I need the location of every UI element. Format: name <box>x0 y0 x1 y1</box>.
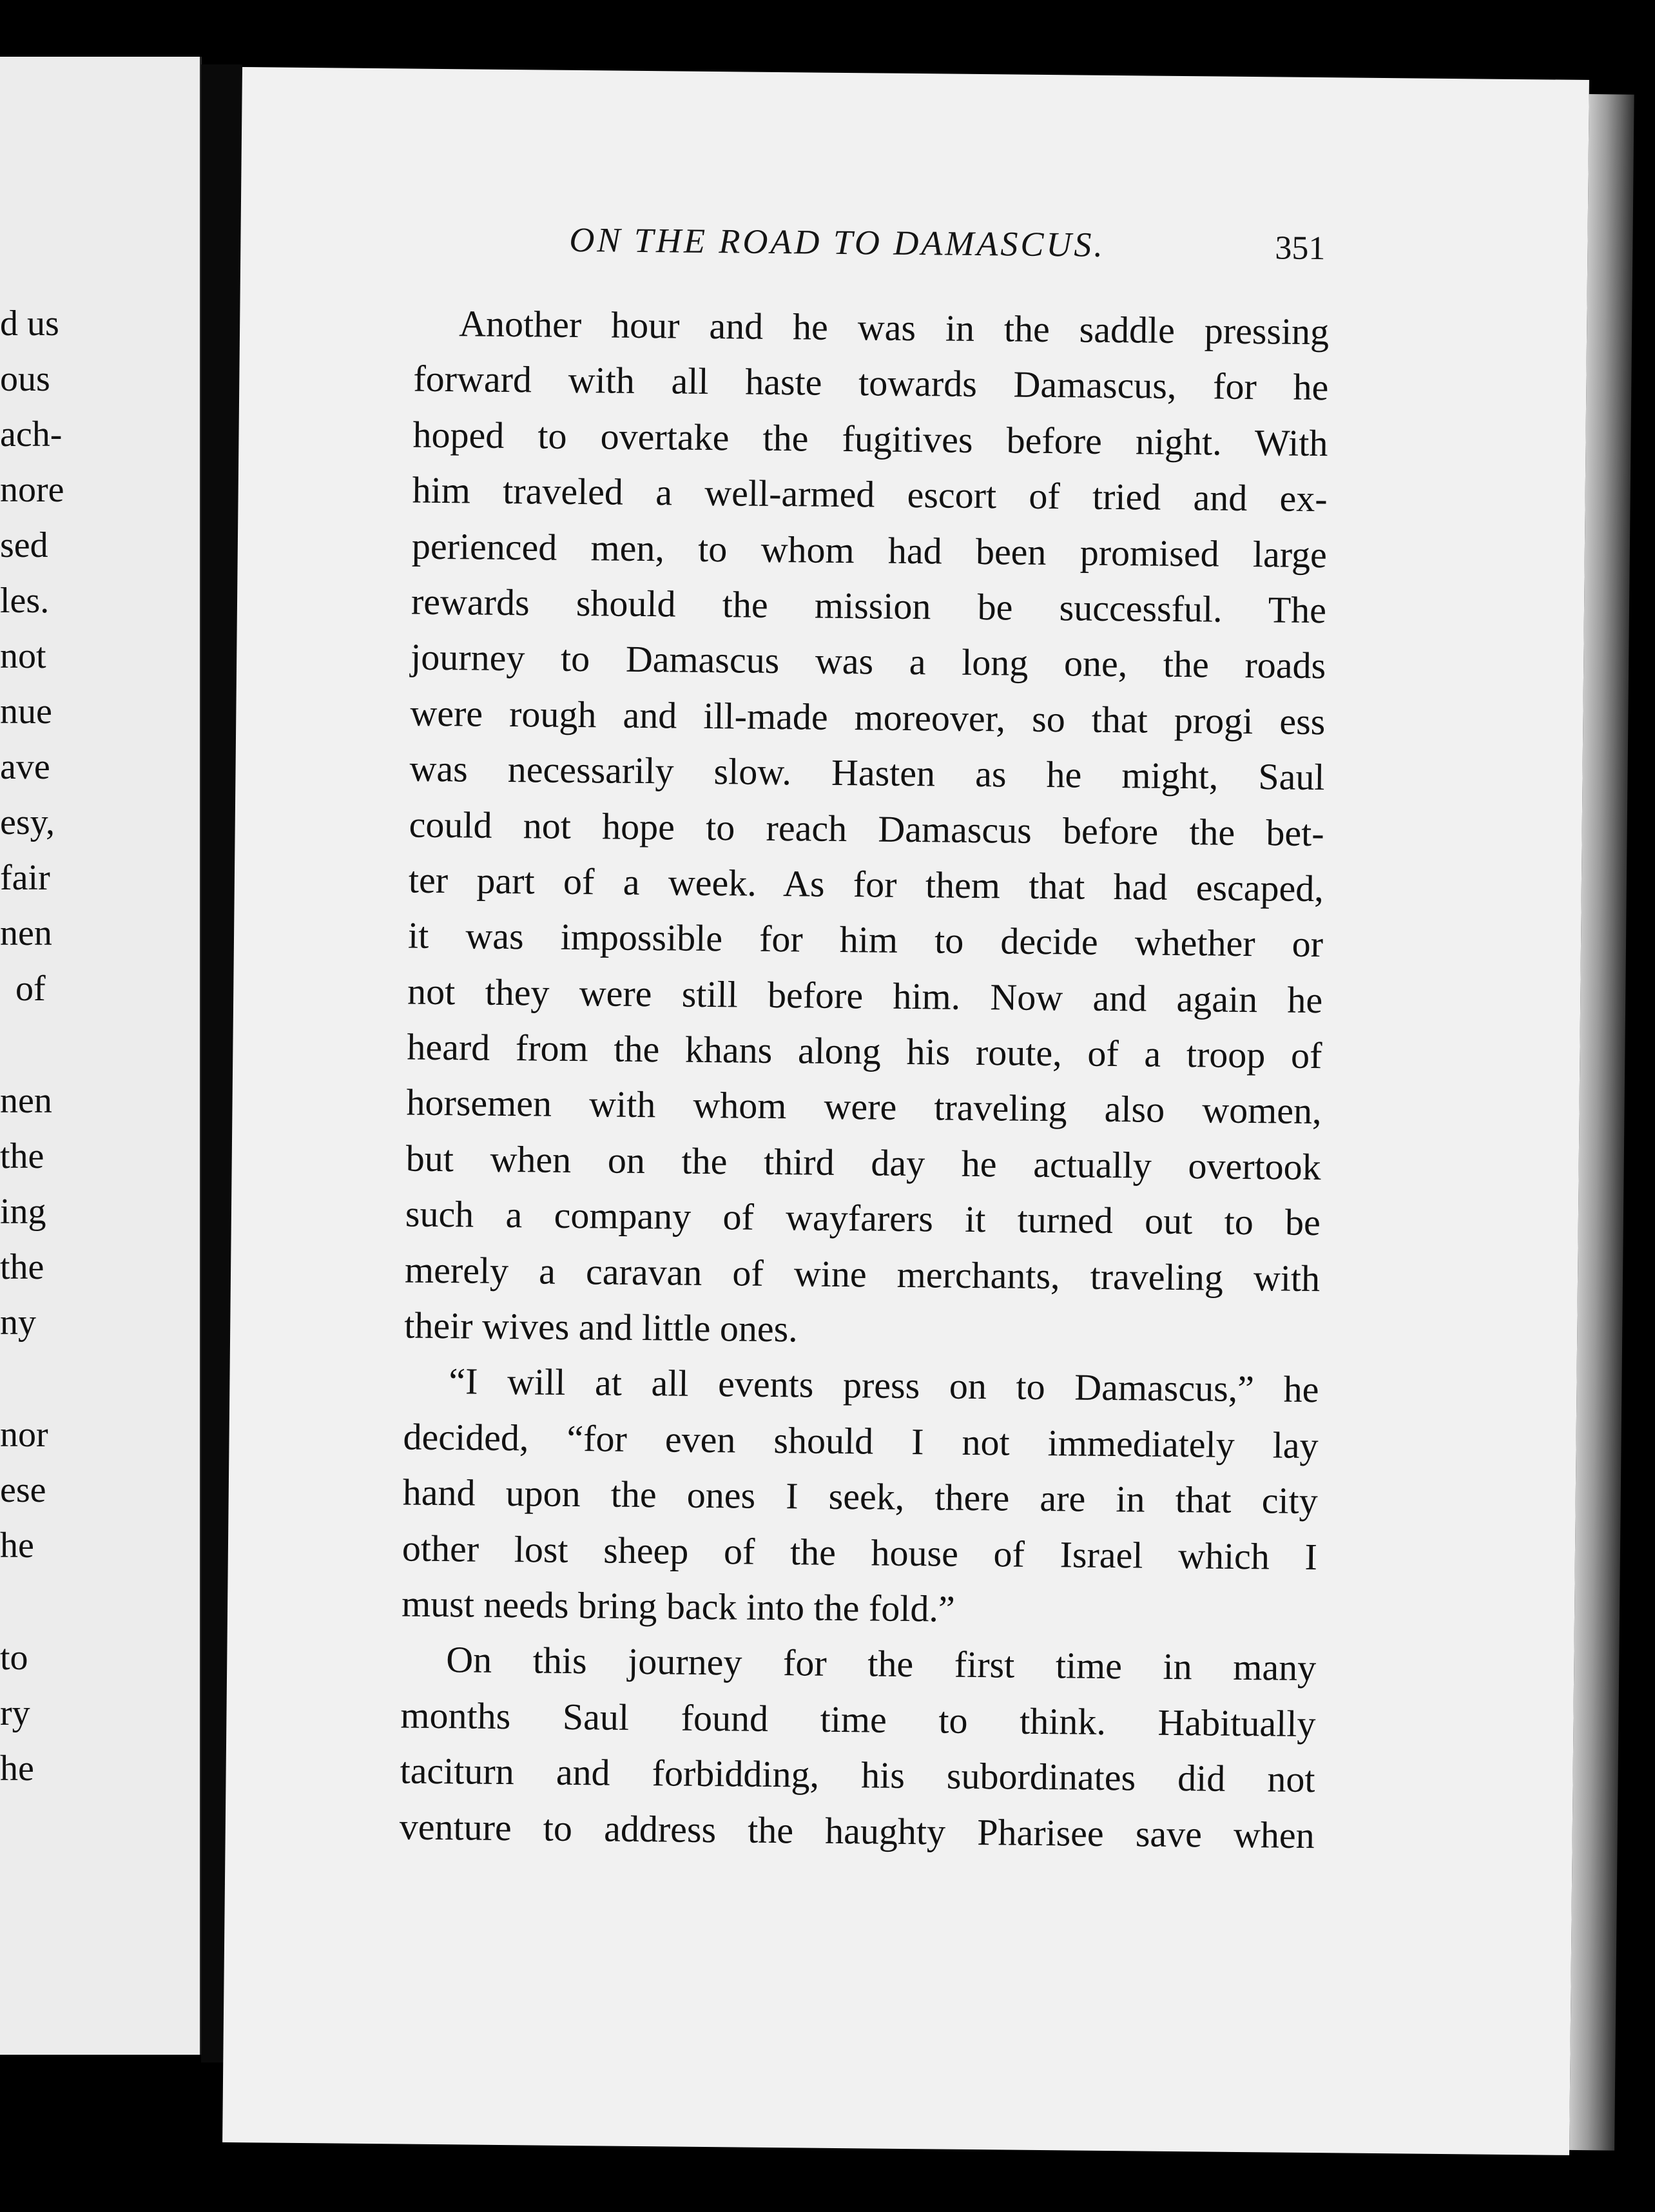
left-page-fragment: d us <box>0 304 59 344</box>
text-line: hand upon the ones I seek, there are in that city <box>402 1471 1319 1522</box>
left-page-fragment: to <box>0 1638 28 1678</box>
text-line: it was impossible for him to decide whether or <box>407 914 1324 965</box>
left-page-fragment: he <box>0 1526 34 1566</box>
left-page-fragment: ave <box>0 747 50 787</box>
text-line: merely a caravan of wine merchants, traveling with <box>404 1248 1321 1299</box>
text-line: decided, “for even should I not immediately lay <box>403 1415 1319 1466</box>
text-line: journey to Damascus was a long one, the roads <box>410 635 1326 687</box>
text-line: taciturn and forbidding, his subordinates did not <box>400 1749 1315 1801</box>
left-page-fragment: he <box>0 1749 34 1789</box>
body-text <box>399 296 1329 1863</box>
left-page-fragment: ese <box>0 1470 46 1510</box>
text-line: forward with all haste towards Damascus, for he <box>413 357 1329 409</box>
book-page <box>222 67 1589 2155</box>
text-line: ter part of a week. As for them that had escaped, <box>408 859 1324 910</box>
left-page-fragment: ny <box>0 1303 36 1343</box>
left-page-fragment: nen <box>0 913 52 953</box>
text-line: perienced men, to whom had been promised large <box>411 525 1328 576</box>
left-page-fragment: of <box>15 969 46 1009</box>
text-line: were rough and ill-made moreover, so that progi ess <box>410 692 1326 742</box>
text-line: such a company of wayfarers it turned out to be <box>405 1192 1321 1244</box>
text-line: “I will at all events press on to Damascus,” he <box>449 1360 1319 1411</box>
text-line: hoped to overtake the fugitives before night. With <box>412 413 1328 464</box>
left-page-fragment: esy, <box>0 802 55 842</box>
text-line: him traveled a well-armed escort of tried and ex- <box>412 469 1328 520</box>
left-page-fragment: sed <box>0 525 48 565</box>
text-line: On this journey for the first time in many <box>445 1638 1317 1689</box>
facing-page-left <box>0 57 202 2055</box>
text-line: must needs bring back into the fold.” <box>401 1582 955 1630</box>
left-page-fragment: not <box>0 636 46 676</box>
text-line: could not hope to reach Damascus before the bet- <box>409 803 1324 854</box>
text-line: Another hour and he was in the saddle pressing <box>458 302 1330 353</box>
left-page-fragment: nore <box>0 470 64 510</box>
left-page-fragment: ous <box>0 359 50 399</box>
text-line: their wives and little ones. <box>403 1304 798 1350</box>
left-page-fragment: nor <box>0 1415 48 1455</box>
left-page-fragment: the <box>0 1136 44 1176</box>
page-number: 351 <box>1275 229 1326 267</box>
text-line: but when on the third day he actually overtook <box>405 1137 1322 1188</box>
running-head: ON THE ROAD TO DAMASCUS. <box>569 220 1106 264</box>
text-line: rewards should the mission be successful. The <box>411 580 1327 632</box>
text-line: not they were still before him. Now and again he <box>407 970 1323 1021</box>
text-line: months Saul found time to think. Habitually <box>400 1694 1316 1745</box>
left-page-fragment: ry <box>0 1693 30 1733</box>
text-line: horsemen with whom were traveling also women, <box>406 1081 1322 1132</box>
text-line: was necessarily slow. Hasten as he might, Saul <box>409 747 1325 799</box>
left-page-fragment: nue <box>0 692 52 732</box>
left-page-fragment: nen <box>0 1081 52 1121</box>
text-line: heard from the khans along his route, of a troop of <box>407 1025 1322 1077</box>
text-line: other lost sheep of the house of Israel which I <box>402 1527 1318 1578</box>
left-page-fragment: ing <box>0 1192 46 1232</box>
left-page-fragment: fair <box>0 858 50 898</box>
left-page-fragment: the <box>0 1247 44 1287</box>
page-edge-stack <box>1569 94 1634 2151</box>
left-page-fragment: les. <box>0 581 50 621</box>
text-line: venture to address the haughty Pharisee save when <box>399 1805 1315 1856</box>
left-page-fragment: ach- <box>0 414 63 454</box>
